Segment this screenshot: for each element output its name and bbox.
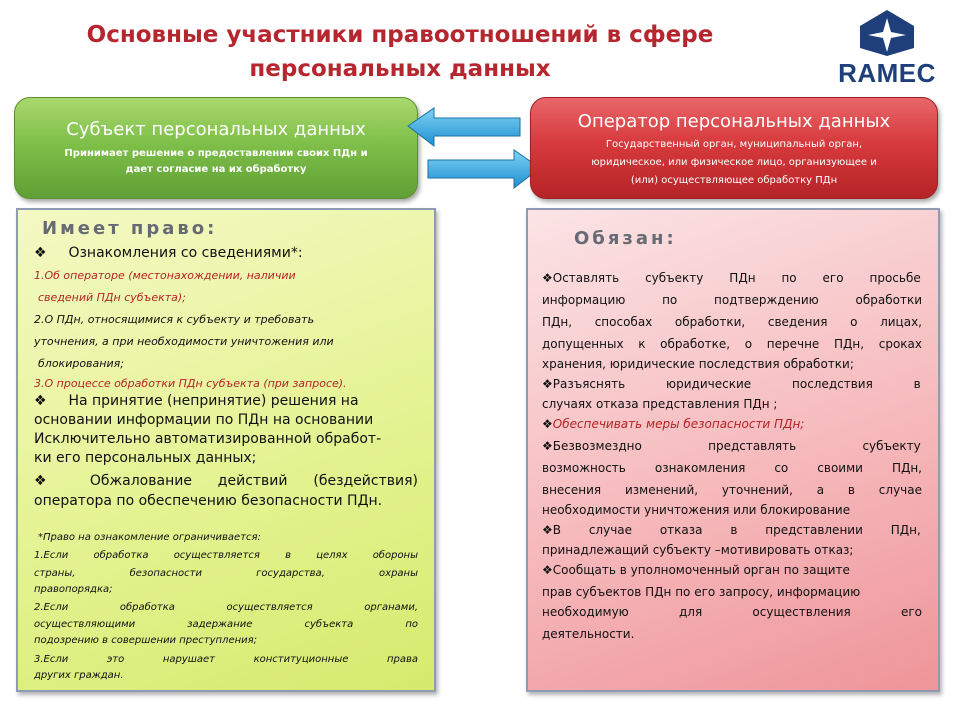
duty-4: внесения изменений, уточнений, а в случае	[542, 483, 922, 497]
rights-heading: Имеет право:	[42, 218, 218, 239]
rights-item-1: сведений ПДн субъекта);	[38, 291, 186, 304]
bullet-diamond-icon: ❖	[34, 393, 47, 409]
rights-note-1: страны, безопасности государства, охраны	[34, 568, 418, 579]
page-title-line1: Основные участники правоотношений в сфере	[86, 22, 714, 48]
duty-1: информацию по подтверждению обработки	[542, 293, 922, 307]
duties-heading: Обязан:	[574, 228, 677, 249]
ramec-logo	[828, 8, 946, 88]
bullet-diamond-icon: ❖	[542, 439, 553, 453]
rights-note-2: осуществляющими задержание субъекта по	[34, 619, 418, 630]
rights-bullet-2: Исключительно автоматизированной обработ-	[34, 431, 382, 447]
duty-5: ❖В случае отказа в представлении ПДн,	[542, 523, 921, 537]
subject-desc-line: Принимает решение о предоставлении своих ПДн и	[64, 148, 368, 159]
duty-1: допущенных к обработке, о перечне ПДн, сроках	[542, 337, 922, 351]
rights-bullet-2: ❖ На принятие (непринятие) решения на	[34, 393, 359, 409]
exchange-arrows-icon	[404, 106, 544, 190]
subject-desc-line: дает согласие на их обработку	[125, 164, 307, 175]
bullet-diamond-icon: ❖	[542, 271, 553, 285]
subject-card	[14, 97, 418, 199]
duty-4: необходимости уничтожения или блокирование	[542, 503, 851, 517]
bullet-diamond-icon: ❖	[542, 377, 553, 391]
rights-bullet-2: ки его персональных данных;	[34, 450, 257, 466]
rights-note-2: подозрению в совершении преступления;	[34, 635, 258, 646]
operator-description	[531, 136, 937, 190]
bullet-diamond-icon: ❖	[542, 563, 553, 577]
rights-note-title: *Право на ознакомление ограничивается:	[38, 532, 261, 543]
rights-item-2: 2.О ПДн, относящимися к субъекту и требовать	[34, 313, 315, 326]
subject-title: Субъект персональных данных	[66, 119, 366, 140]
page-title	[40, 18, 760, 86]
rights-item-3: 3.О процессе обработки ПДн субъекта (при запросе).	[34, 377, 347, 390]
duty-2: случаях отказа представления ПДн ;	[542, 397, 778, 411]
duties-panel	[526, 208, 940, 692]
rights-bullet-3: оператора по обеспечению безопасности ПДн.	[34, 493, 383, 509]
duty-3: ❖Обеспечивать меры безопасности ПДн;	[542, 417, 805, 431]
operator-card	[530, 97, 938, 199]
operator-desc-line: (или) осуществляющее обработку ПДн	[630, 175, 838, 186]
subject-description	[15, 146, 417, 178]
rights-note-1: 1.Если обработка осуществляется в целях обороны	[34, 550, 418, 561]
bullet-diamond-icon: ❖	[542, 417, 553, 431]
ramec-emblem-icon	[828, 8, 946, 58]
operator-desc-line: юридическое, или физическое лицо, организующее и	[591, 157, 877, 168]
rights-note-1: правопорядка;	[34, 584, 113, 595]
rights-note-3: 3.Если это нарушает конституционные права	[34, 654, 418, 665]
rights-item-2: блокирования;	[38, 357, 124, 370]
rights-note-3: других граждан.	[34, 670, 124, 681]
duty-6: необходимую для осуществления его	[542, 605, 922, 619]
bullet-diamond-icon: ❖	[542, 523, 553, 537]
duty-4: возможность ознакомления со своими ПДн,	[542, 461, 922, 475]
rights-item-1: 1.Об операторе (местонахождении, наличии	[34, 269, 296, 282]
duty-6: ❖Сообщать в уполномоченный орган по защите	[542, 563, 850, 577]
rights-bullet-1: ❖ Ознакомления со сведениями*:	[34, 245, 303, 261]
bullet-diamond-icon: ❖	[34, 245, 47, 261]
rights-panel	[16, 208, 436, 692]
duty-6: прав субъектов ПДн по его запросу, информацию	[542, 585, 861, 599]
operator-title: Оператор персональных данных	[577, 111, 891, 132]
duty-6: деятельности.	[542, 627, 635, 641]
page-title-line2: персональных данных	[249, 56, 551, 82]
duty-1: ПДн, способах обработки, сведения о лицах,	[542, 315, 922, 329]
logo-text: RAMEC	[838, 58, 936, 88]
rights-bullet-2: основании информации по ПДн на основании	[34, 412, 374, 428]
rights-item-2: уточнения, а при необходимости уничтожения или	[34, 335, 334, 348]
operator-desc-line: Государственный орган, муниципальный орган,	[605, 139, 863, 150]
rights-bullet-3: ❖ Обжалование действий (бездействия)	[34, 473, 418, 489]
rights-note-2: 2.Если обработка осуществляется органами,	[34, 602, 418, 613]
duty-5: принадлежащий субъекту –мотивировать отказ;	[542, 543, 854, 557]
duty-4: ❖Безвозмездно представлять субъекту	[542, 439, 921, 453]
duty-2: ❖Разъяснять юридические последствия в	[542, 377, 921, 391]
duty-1: ❖Оставлять субъекту ПДн по его просьбе	[542, 271, 921, 285]
duty-1: хранения, юридические последствия обработки;	[542, 357, 854, 371]
bullet-diamond-icon: ❖	[34, 473, 47, 489]
